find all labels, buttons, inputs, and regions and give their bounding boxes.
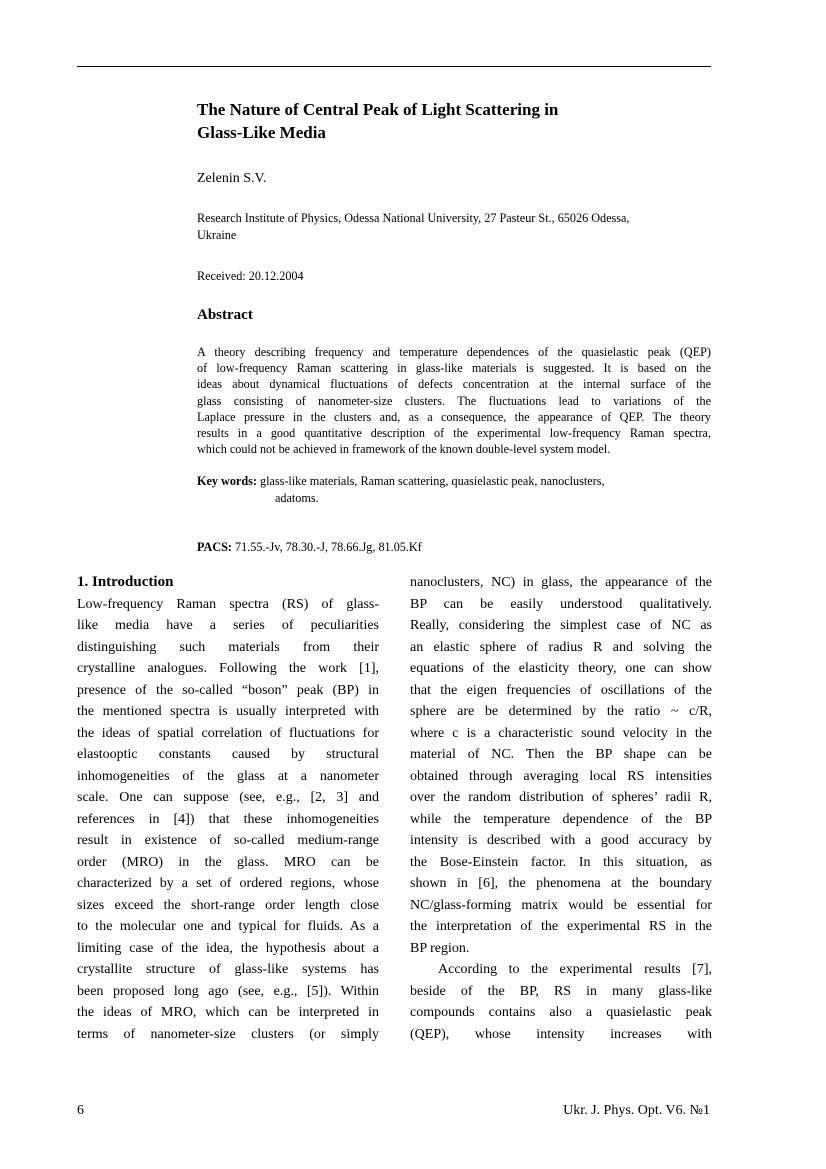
body-line: material of NC. Then the BP shape can be <box>410 747 712 762</box>
body-line: Really, considering the simplest case of NC as <box>410 618 712 633</box>
body-line: order (MRO) in the glass. MRO can be <box>77 854 379 870</box>
body-line: scale. One can suppose (see, e.g., [2, 3] and <box>77 790 379 805</box>
abstract-line: of low-frequency Raman scattering in glass-like materials is suggested. It is based on the <box>197 361 711 376</box>
title-line: Glass-Like Media <box>197 123 326 142</box>
right-column <box>410 572 712 1045</box>
body-line: distinguishing such materials from their <box>77 639 379 655</box>
page-number: 6 <box>77 1103 84 1118</box>
body-line: an elastic sphere of radius R and solving the <box>410 639 712 655</box>
body-line: limiting case of the idea, the hypothesis about a <box>77 940 379 956</box>
keywords-list: glass-like materials, Raman scattering, quasielastic peak, nanoclusters, <box>256 474 605 488</box>
pacs-value: 71.55.-Jv, 78.30.-J, 78.66.Jg, 81.05.Kf <box>231 540 422 554</box>
affiliation <box>197 210 711 244</box>
section-heading: 1. Introduction <box>77 574 174 590</box>
abstract-line: results in a good quantitative description of the experimental low-frequency Raman spectra, <box>197 426 711 441</box>
body-line: the ideas of MRO, which can be interpreted in <box>77 1005 379 1020</box>
body-line: elastooptic constants caused by structural <box>77 747 379 762</box>
abstract-line: Laplace pressure in the clusters and, as a consequence, the appearance of QEP. The theory <box>197 409 711 424</box>
pacs-codes <box>197 539 422 556</box>
body-line: compounds contains also a quasielastic peak <box>410 1005 712 1020</box>
keywords <box>197 473 711 507</box>
body-line: over the random distribution of spheres’ radii R, <box>410 790 712 805</box>
header-rule <box>77 66 711 67</box>
abstract-text <box>197 344 711 457</box>
body-line: to the molecular one and typical for fluids. As a <box>77 919 379 934</box>
title-line: The Nature of Central Peak of Light Scattering in <box>197 100 559 119</box>
pacs-label: PACS: <box>197 540 232 554</box>
body-line: crystallite structure of glass-like systems has <box>77 962 379 977</box>
keywords-label: Key words: <box>197 474 257 488</box>
body-line: shown in [6], the phenomena at the boundary <box>410 876 712 891</box>
body-line: that the eigen frequencies of oscillations of the <box>410 682 712 698</box>
body-line: where c is a characteristic sound velocity in the <box>410 725 712 741</box>
body-line: BP region. <box>410 940 470 956</box>
body-line: (QEP), whose intensity increases with <box>410 1026 712 1042</box>
body-line: inhomogeneities of the glass at a nanometer <box>77 768 379 784</box>
body-line: According to the experimental results [7], <box>438 962 712 977</box>
journal-reference: Ukr. J. Phys. Opt. V6. №1 <box>563 1103 710 1118</box>
author-name: Zelenin S.V. <box>197 171 267 186</box>
body-line: the Bose-Einstein factor. In this situation, as <box>410 854 712 870</box>
abstract-line: A theory describing frequency and temperature dependences of the quasielastic peak (QEP) <box>197 345 711 359</box>
keywords-line <box>197 473 711 490</box>
body-line: sizes exceed the short-range order length close <box>77 897 379 913</box>
body-line: presence of the so-called “boson” peak (BP) in <box>77 682 379 698</box>
abstract-line: ideas about dynamical fluctuations of defects concentration at the internal surface of the <box>197 377 711 392</box>
body-line: the ideas of spatial correlation of fluctuations for <box>77 725 379 741</box>
abstract-heading: Abstract <box>197 307 253 323</box>
body-line: terms of nanometer-size clusters (or simply <box>77 1026 379 1042</box>
keywords-continuation: adatoms. <box>275 491 319 505</box>
body-line: crystalline analogues. Following the work [1], <box>77 661 379 676</box>
body-line: BP can be easily understood qualitatively. <box>410 596 712 612</box>
abstract-line: glass consisting of nanometer-size clusters. The fluctuations lead to variations of the <box>197 393 711 408</box>
paper-title <box>197 98 677 144</box>
body-line: Low-frequency Raman spectra (RS) of glass- <box>77 596 379 612</box>
body-line: nanoclusters, NC) in glass, the appearance of the <box>410 575 712 590</box>
body-line: been proposed long ago (see, e.g., [5]). Within <box>77 983 379 999</box>
left-column <box>77 572 379 1045</box>
body-line: sphere are be determined by the ratio ~ c/R, <box>410 704 712 719</box>
body-line: like media have a series of peculiarities <box>77 618 379 633</box>
body-line: obtained through averaging local RS intensities <box>410 768 712 784</box>
body-line: intensity is described with a good accuracy by <box>410 833 712 848</box>
affiliation-line: Research Institute of Physics, Odessa National University, 27 Pasteur St., 65026 Odessa, <box>197 211 630 225</box>
body-line: the interpretation of the experimental RS in the <box>410 919 712 934</box>
received-date: Received: 20.12.2004 <box>197 269 304 283</box>
body-line: equations of the elasticity theory, one can show <box>410 661 712 676</box>
body-line: NC/glass-forming matrix would be essential for <box>410 897 712 913</box>
abstract-line: which could not be achieved in framework of the known double-level system model. <box>197 442 611 457</box>
body-line: the mentioned spectra is usually interpreted with <box>77 704 379 719</box>
body-line: beside of the BP, RS in many glass-like <box>410 983 712 999</box>
body-line: references in [4]) that these inhomogeneities <box>77 811 379 827</box>
body-line: while the temperature dependence of the BP <box>410 811 712 827</box>
body-line: result in existence of so-called medium-range <box>77 833 379 848</box>
affiliation-line: Ukraine <box>197 228 237 242</box>
body-line: characterized by a set of ordered regions, whose <box>77 876 379 891</box>
